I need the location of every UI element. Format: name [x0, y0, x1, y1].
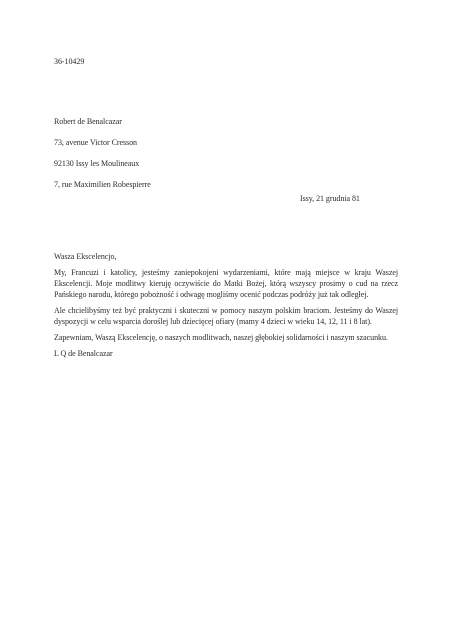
- paragraph-1: My, Francuzi i katolicy, jesteśmy zaniepokojeni wydarzeniami, które mają miejsce w kraju Waszej Ekscelencji. Moje modlitwy kieruję oczywiście do Matki Bożej, którą wszyscy prosimy o cud na rzecz Pańskiego narodu, którego pobożność i odwagę mogliśmy ocenić podczas podróży już tak odległej.: [54, 268, 398, 299]
- reference-number: 36-10429: [54, 57, 85, 66]
- signature-line: L Q de Benalcazar: [54, 349, 113, 358]
- sender-block: [54, 116, 374, 200]
- letter-body: [54, 251, 398, 359]
- salutation: Wasza Ekscelencjo,: [54, 252, 117, 261]
- sender-name: Robert de Benalcazar: [54, 117, 122, 126]
- paragraph-3: Zapewniam, Waszą Ekscelencję, o naszych modlitwach, naszej głębokiej solidarności i naszym szacunku.: [54, 333, 388, 342]
- date-line: Issy, 21 grudnia 81: [300, 194, 360, 203]
- sender-address-line-3: 7, rue Maximilien Robespierre: [54, 180, 151, 189]
- sender-address-line-2: 92130 Issy les Moulineaux: [54, 159, 140, 168]
- sender-address-line-1: 73, avenue Victor Cresson: [54, 138, 137, 147]
- paragraph-2: Ale chcielibyśmy też być praktyczni i skuteczni w pomocy naszym polskim braciom. Jesteśmy do Waszej dyspozycji w celu wsparcia doroślej lub dziecięcej ofiary (mamy 4 dzieci w wieku 14, 12, 11 i 8 lat).: [54, 306, 398, 326]
